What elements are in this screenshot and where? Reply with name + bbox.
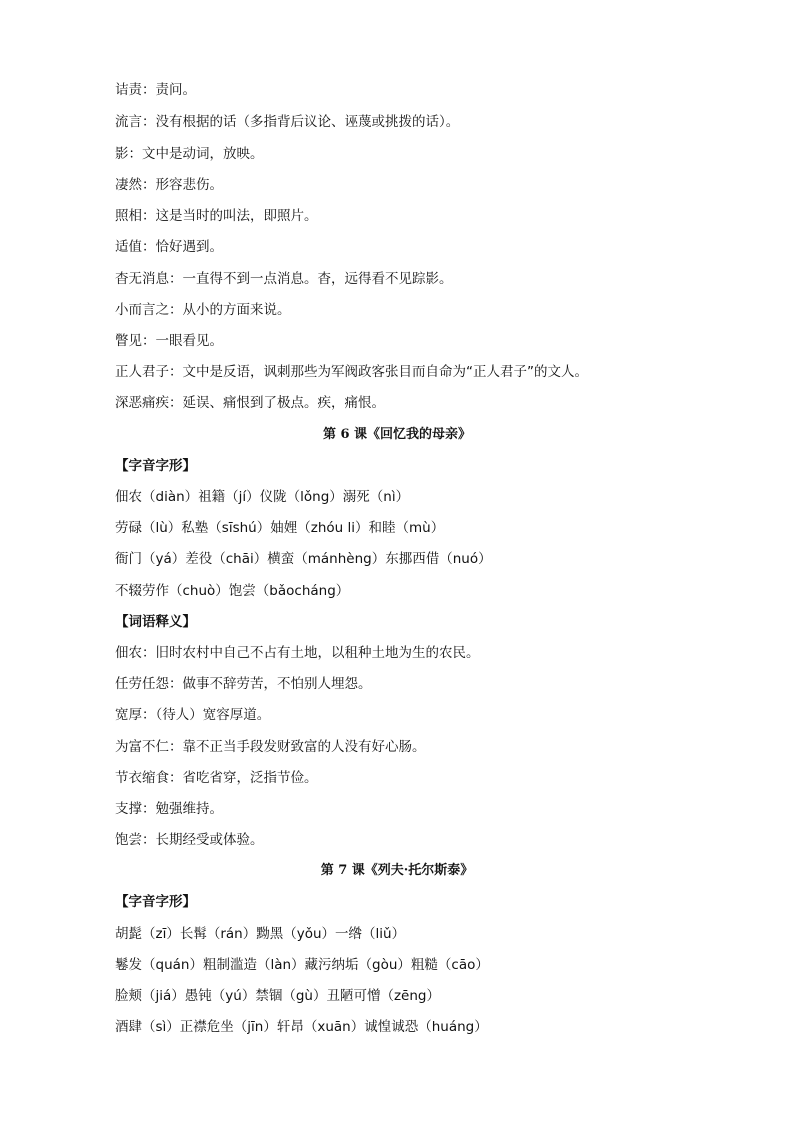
definition-line: 影：文中是动词，放映。 bbox=[115, 146, 264, 162]
definition-line: 流言：没有根据的话（多指背后议论、诬蔑或挑拨的话）。 bbox=[115, 114, 460, 130]
definition-line: 瞥见：一眼看见。 bbox=[115, 333, 223, 349]
definition-line: 宽厚：（待人）宽容厚道。 bbox=[115, 707, 271, 723]
pronunciation-line: 酒肆（sì）正襟危坐（jīn）轩昂（xuān）诚惶诚恐（huáng） bbox=[115, 1019, 488, 1035]
lesson6-definitions-header: 【词语释义】 bbox=[115, 614, 196, 630]
definition-line: 适值：恰好遇到。 bbox=[115, 239, 223, 255]
definition-line: 佃农：旧时农村中自己不占有土地，以租种土地为生的农民。 bbox=[115, 645, 480, 661]
definition-line: 照相：这是当时的叫法，即照片。 bbox=[115, 208, 318, 224]
definition-line: 杳无消息：一直得不到一点消息。杳，远得看不见踪影。 bbox=[115, 271, 453, 287]
definition-line: 凄然：形容悲伤。 bbox=[115, 177, 223, 193]
definition-line: 小而言之：从小的方面来说。 bbox=[115, 302, 291, 318]
definition-line: 支撑：勉强维持。 bbox=[115, 801, 223, 817]
lesson6-pronunciation-header: 【字音字形】 bbox=[115, 458, 196, 474]
definition-line: 为富不仁：靠不正当手段发财致富的人没有好心肠。 bbox=[115, 739, 426, 755]
pronunciation-line: 胡髭（zī）长髯（rán）黝黑（yǒu）一绺（liǔ） bbox=[115, 926, 406, 942]
lesson6-title: 第 6 课《回忆我的母亲》 bbox=[322, 427, 472, 442]
pronunciation-line: 脸颊（jiá）愚钝（yú）禁锢（gù）丑陋可憎（zēng） bbox=[115, 988, 440, 1004]
definition-line: 深恶痛疾：延误、痛恨到了极点。疾，痛恨。 bbox=[115, 395, 385, 411]
definition-line: 饱尝：长期经受或体验。 bbox=[115, 832, 264, 848]
definition-line: 节衣缩食：省吃省穿，泛指节俭。 bbox=[115, 770, 318, 786]
pronunciation-line: 鬈发（quán）粗制滥造（làn）藏污纳垢（gòu）粗糙（cāo） bbox=[115, 957, 489, 973]
pronunciation-line: 不辍劳作（chuò）饱尝（bǎocháng） bbox=[115, 583, 350, 599]
pronunciation-line: 佃农（diàn）祖籍（jí）仪陇（lǒng）溺死（nì） bbox=[115, 489, 410, 505]
lesson7-title: 第 7 课《列夫·托尔斯泰》 bbox=[320, 863, 474, 878]
pronunciation-line: 衙门（yá）差役（chāi）横蛮（mánhèng）东挪西借（nuó） bbox=[115, 551, 492, 567]
pronunciation-line: 劳碌（lù）私塾（sīshú）妯娌（zhóu li）和睦（mù） bbox=[115, 520, 445, 536]
lesson7-pronunciation-header: 【字音字形】 bbox=[115, 894, 196, 910]
definition-line: 正人君子：文中是反语，讽刺那些为军阀政客张目而自命为“正人君子”的文人。 bbox=[115, 364, 588, 380]
definition-line: 诘责：责问。 bbox=[115, 82, 196, 98]
definition-line: 任劳任怨：做事不辞劳苦，不怕别人埋怨。 bbox=[115, 676, 372, 692]
